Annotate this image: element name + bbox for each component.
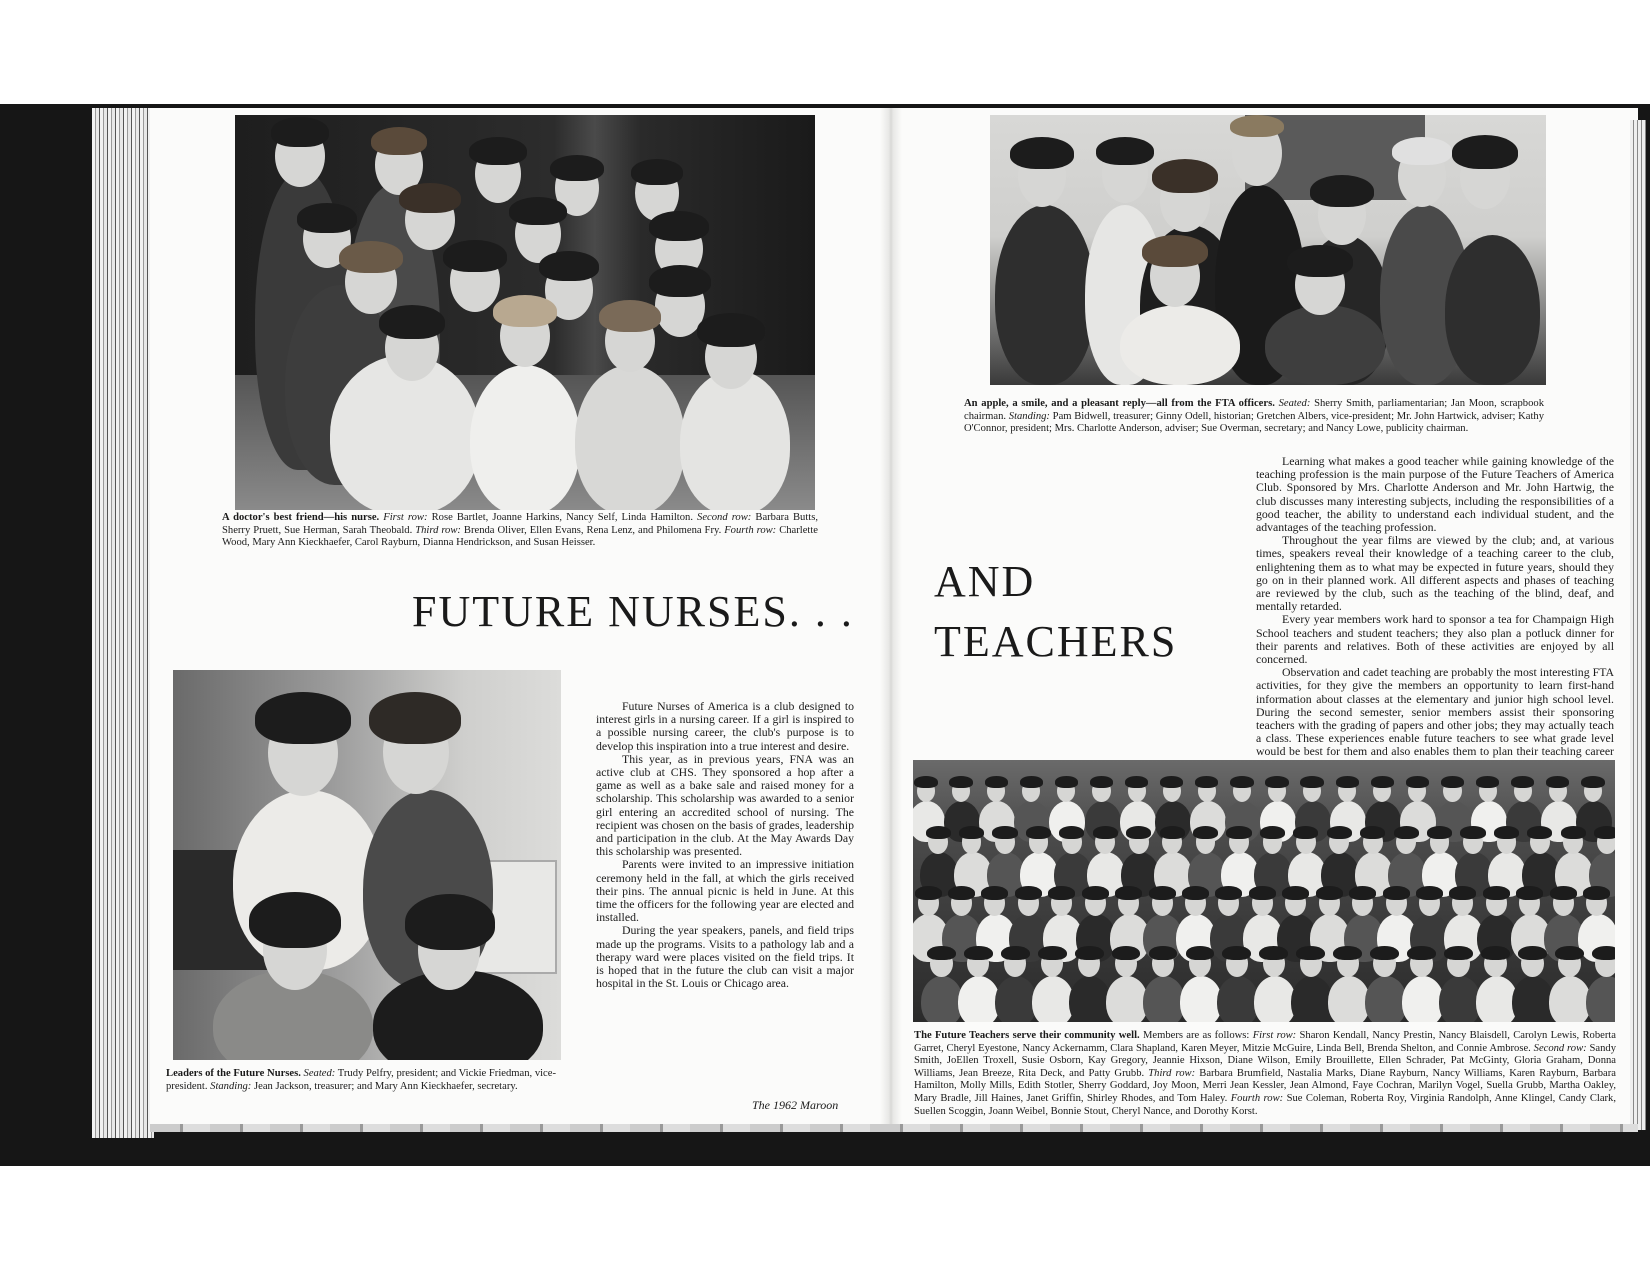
article-paragraph: Parents were invited to an impressive initiation ceremony held in the fall, at which the girls received their pins. The annual picnic is held in June. At this time the officers for the following year are elected and installed.: [596, 857, 854, 925]
caption-row-label: Third row:: [415, 524, 461, 536]
heading-future-nurses: FUTURE NURSES. . .: [412, 587, 854, 636]
caption-future-teachers-group: [914, 1030, 1616, 1118]
book-gutter: [880, 108, 902, 1130]
photo-fta-officers: [990, 115, 1546, 385]
book-page-edges-left: [92, 108, 154, 1138]
caption-part-names: Pam Bidwell, treasurer; Ginny Odell, historian; Gretchen Albers, vice-president; Mr. John Hartwick, adviser; Kathy O'Connor, president; Mrs. Charlotte Anderson, adviser; Sue Overman, secretary; and Nancy Lowe, publicity chairman.: [964, 410, 1544, 435]
page-folio: The 1962 Maroon: [752, 1098, 839, 1112]
book-page-edges-right: [1630, 120, 1646, 1130]
article-paragraph: This year, as in previous years, FNA was an active club at CHS. They sponsored a hop after a game as well as a bake sale and raised money for a scholarship. This scholarship was awarded to a senior girl entering an accredited school of nursing. The recipient was chosen on the basis of grades, leadership and participation in the club. At the May Awards Day this scholarship was presented.: [596, 751, 854, 859]
caption-row-label: First row:: [383, 512, 428, 523]
article-paragraph: Every year members work hard to sponsor a tea for Champaign High School teachers and student teachers; they also plan a potluck dinner for their parents and relatives. Both of these activities are enjoyed by all concerned.: [1256, 612, 1614, 667]
caption-row-label: Fourth row:: [724, 524, 777, 536]
caption-fta-officers: [964, 398, 1544, 436]
caption-row-names: Rose Bartlet, Joanne Harkins, Nancy Self, Linda Hamilton.: [431, 512, 693, 523]
caption-row-label: Second row:: [1533, 1042, 1587, 1054]
article-paragraph: Throughout the year films are viewed by the club; and, at various times, speakers reveal their knowledge of a teaching career to the club, enlightening them as to what may be expected in future years, should they go on in their planned work. All different aspects and phases of teaching are reviewed by the club, such as the teaching of the blind, deaf, and mentally retarded.: [1256, 533, 1614, 614]
article-paragraph: Observation and cadet teaching are probably the most interesting FTA activities, for they give the members an opportunity to learn first-hand information about classes at the elementary and junior high school level. During the second semester, senior members assist their sponsoring teachers with the grading of papers and other jobs; they may actually teach a class. These experiences enable future teachers to see what grade level would be best for them and also enables them to plan their teaching career: [1256, 665, 1614, 759]
caption-part-names: Sherry Smith, parliamentarian; Jan Moon, scrapbook chairman.: [964, 398, 1544, 422]
caption-intro: Members are as follows:: [1142, 1030, 1250, 1041]
caption-lead: The Future Teachers serve their community well.: [914, 1030, 1140, 1041]
caption-row-names: Sue Coleman, Roberta Roy, Virginia Randolph, Anne Klingel, Candy Clark, Suellen Scoggin, Joann Weibel, Bonnie Stout, Cheryl Nance, and Dorothy Korst.: [914, 1092, 1616, 1117]
caption-part-label: Seated:: [303, 1068, 336, 1079]
photo-future-nurses-group: [235, 115, 815, 510]
caption-lead: An apple, a smile, and a pleasant reply—all from the FTA officers.: [964, 398, 1275, 409]
caption-part-names: Trudy Pelfry, president; and Vickie Friedman, vice-president.: [166, 1068, 556, 1092]
article-paragraph: During the year speakers, panels, and field trips made up the programs. Visits to a pathology lab and a therapy ward were places visited on the field trips. It is hoped that in the future the club can visit a major hospital in the St. Louis or Chicago area.: [596, 923, 854, 991]
future-nurses-article: [596, 700, 854, 990]
heading-and: AND: [934, 557, 1036, 606]
caption-row-label: Second row:: [697, 512, 752, 523]
article-paragraph: Learning what makes a good teacher while gaining knowledge of the teaching profession is the main purpose of the Future Teachers of America Club. Sponsored by Mrs. Charlotte Anderson and Mr. John Hartwig, the club discusses many interesting subjects, including the responsibilities of a good teacher, the ability to understand each individual student, and the advantages of the teaching profession.: [1256, 454, 1614, 535]
caption-row-names: Sharon Kendall, Nancy Prestin, Nancy Blaisdell, Carolyn Lewis, Roberta Garret, Cheryl Eyestone, Nancy Ackernamm, Clara Shapland, Karen Meyer, Mitzie McGuire, Linda Bell, Brenda Shelton, and Connie Ambrose.: [914, 1030, 1617, 1054]
caption-part-names: Jean Jackson, treasurer; and Mary Ann Kieckhaefer, secretary.: [254, 1080, 518, 1092]
caption-row-label: Third row:: [1148, 1067, 1196, 1079]
article-paragraph: Future Nurses of America is a club designed to interest girls in a nursing career. If a girl is inspired to a possible nursing career, the club's purpose is to develop this inspiration into a true interest and desire.: [596, 699, 854, 753]
caption-row-names: Brenda Oliver, Ellen Evans, Rena Lenz, and Philomena Fry.: [463, 524, 722, 536]
future-teachers-article: [1256, 455, 1614, 772]
caption-row-names: Barbara Brumfield, Nastalia Marks, Diane Rayburn, Nancy Williams, Karen Rayburn, Barbara Hamilton, Molly Mills, Edith Stotler, Sherry Goddard, Joy Moon, Merri Jean Kessler, Jean Almond, Faye Cochran, Marilyn Vogel, Suella Grubb, Martha Oakley, Mary Bradle, Jill Haines, Janet Griffin, Shirley Rhodes, and Tom Haley.: [914, 1067, 1616, 1104]
book-bottom-edge: [150, 1124, 1638, 1132]
photo-future-teachers-group: [913, 760, 1615, 1022]
photo-future-nurses-leaders: [173, 670, 561, 1060]
caption-future-nurses-leaders: [166, 1068, 556, 1093]
caption-lead: A doctor's best friend—his nurse.: [222, 512, 380, 523]
caption-row-names: Sandy Smith, JoEllen Troxell, Susie Osborn, Kay Gregory, Jeannie Hixson, Diane Wilson, Emily Brouillette, Ellen Schrader, Pat McGinty, Gloria Graham, Donna Williams, Jean Breeze, Rita Deck, and Patty Grubb.: [914, 1042, 1616, 1079]
caption-future-nurses-group: [222, 512, 818, 550]
caption-row-names: Barbara Butts, Sherry Pruett, Sue Herman, Sarah Theobald.: [222, 512, 818, 536]
caption-row-names: Charlette Wood, Mary Ann Kieckhaefer, Carol Rayburn, Dianna Hendrickson, and Susan Heisser.: [222, 524, 819, 549]
caption-lead: Leaders of the Future Nurses.: [166, 1068, 301, 1079]
caption-row-label: Fourth row:: [1230, 1092, 1284, 1104]
caption-part-label: Standing:: [210, 1080, 252, 1092]
caption-part-label: Standing:: [1008, 410, 1050, 422]
caption-part-label: Seated:: [1278, 398, 1311, 409]
heading-teachers: TEACHERS: [934, 617, 1178, 666]
caption-row-label: First row:: [1252, 1030, 1297, 1041]
